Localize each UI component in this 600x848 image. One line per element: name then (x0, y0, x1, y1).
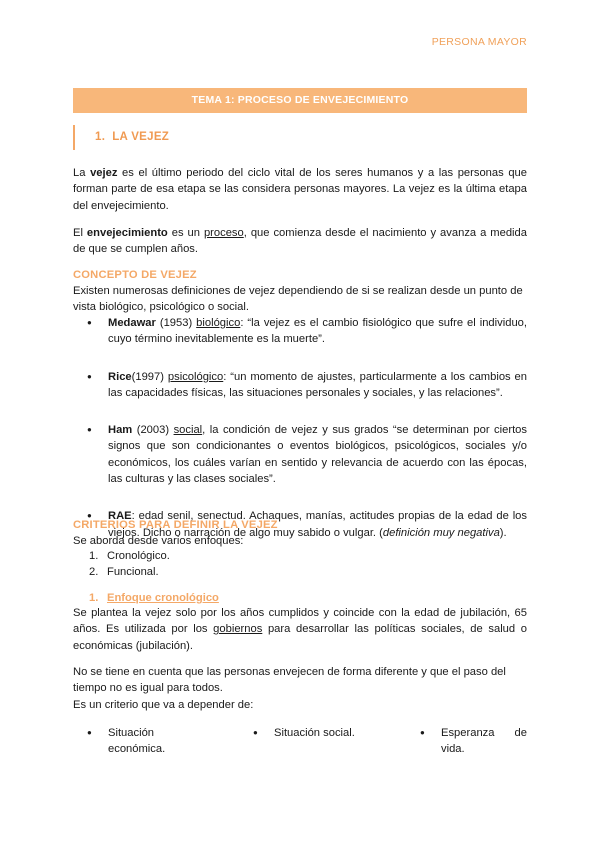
paragraph-vejez: La vejez es el último periodo del ciclo vital de los seres humanos y a las personas que forman parte de esa etapa se las considera personas mayores. La vejez es la última etapa del envejecimiento. (73, 167, 527, 212)
factor-item: ● Esperanza de vida. (420, 725, 527, 758)
paragraph-depende-de: Es un criterio que va a depender de: (73, 699, 254, 711)
definitions-list (87, 315, 527, 541)
term-envejecimiento: envejecimiento (86, 227, 168, 239)
concepto-intro: Existen numerosas definiciones de vejez dependiendo de si se realizan desde un punto de vista biológico, psicológico o social. (73, 285, 523, 314)
criterios-intro: Se aborda desde varios enfoques: (73, 535, 244, 547)
term-vejez: vejez (90, 167, 118, 179)
heading-concepto-vejez: CONCEPTO DE VEJEZ (73, 269, 197, 281)
definition-item: ● Rice(1997) psicológico: “un momento de ajustes, particularmente a los cambios en las capacidades físicas, las situaciones personales y sociales, y las relaciones”. (87, 369, 527, 402)
list-item: 1. Cronológico. (89, 550, 170, 562)
factor-item: ● Situación social. (253, 725, 404, 741)
term-gobiernos: gobiernos (213, 623, 263, 636)
section-heading (73, 125, 527, 150)
heading-criterios: CRITERIOS PARA DEFINIR LA VEJEZ (73, 519, 278, 531)
paragraph-enfoque-cronologico: Se plantea la vejez solo por los años cumplidos y coincide con la edad de jubilación, 65 años. Es utilizada por los gobiernos para desarrollar las políticas sociales, de salud o económicas (jubilación). (73, 607, 527, 652)
definition-item: ● Medawar (1953) biológico: “la vejez es el cambio fisiológico que sufre el individuo, cuyo término inevitablemente es la muerte”. (87, 315, 527, 348)
list-item: 2. Funcional. (89, 566, 159, 579)
paragraph-envejecimiento: El envejecimiento es un proceso, que comienza desde el nacimiento y avanza a medida de que se cumplen años. (73, 227, 527, 256)
factor-item: ● Situación económica. (87, 725, 178, 758)
running-header: PERSONA MAYOR (431, 36, 527, 48)
subheading-enfoque-cronologico: 1. Enfoque cronológico (89, 592, 219, 604)
criterios-list (89, 548, 170, 581)
chapter-title-bar: TEMA 1: PROCESO DE ENVEJECIMIENTO (73, 88, 527, 113)
definition-item: ● RAE: edad senil, senectud. Achaques, manías, actitudes propias de la edad de los viejos. Dicho o narración de algo muy sabido o vulgar. (definición muy negativa). (87, 508, 527, 541)
section-title: LA VEJEZ (112, 131, 170, 143)
paragraph-envejecen-diferente: No se tiene en cuenta que las personas envejecen de forma diferente y que el paso del tiempo no es igual para todos. (73, 666, 506, 695)
section-number: 1. (95, 131, 106, 143)
term-proceso: proceso (203, 227, 244, 239)
definition-item: ● Ham (2003) social, la condición de vejez y sus grados “se determinan por ciertos signos que son condicionantes o eventos biológicos, psicológicos, sociales y/o económicos, los cuáles varían en sentido y relevancia de acuerdo con las épocas, las culturas y las clases sociales”. (87, 422, 527, 487)
